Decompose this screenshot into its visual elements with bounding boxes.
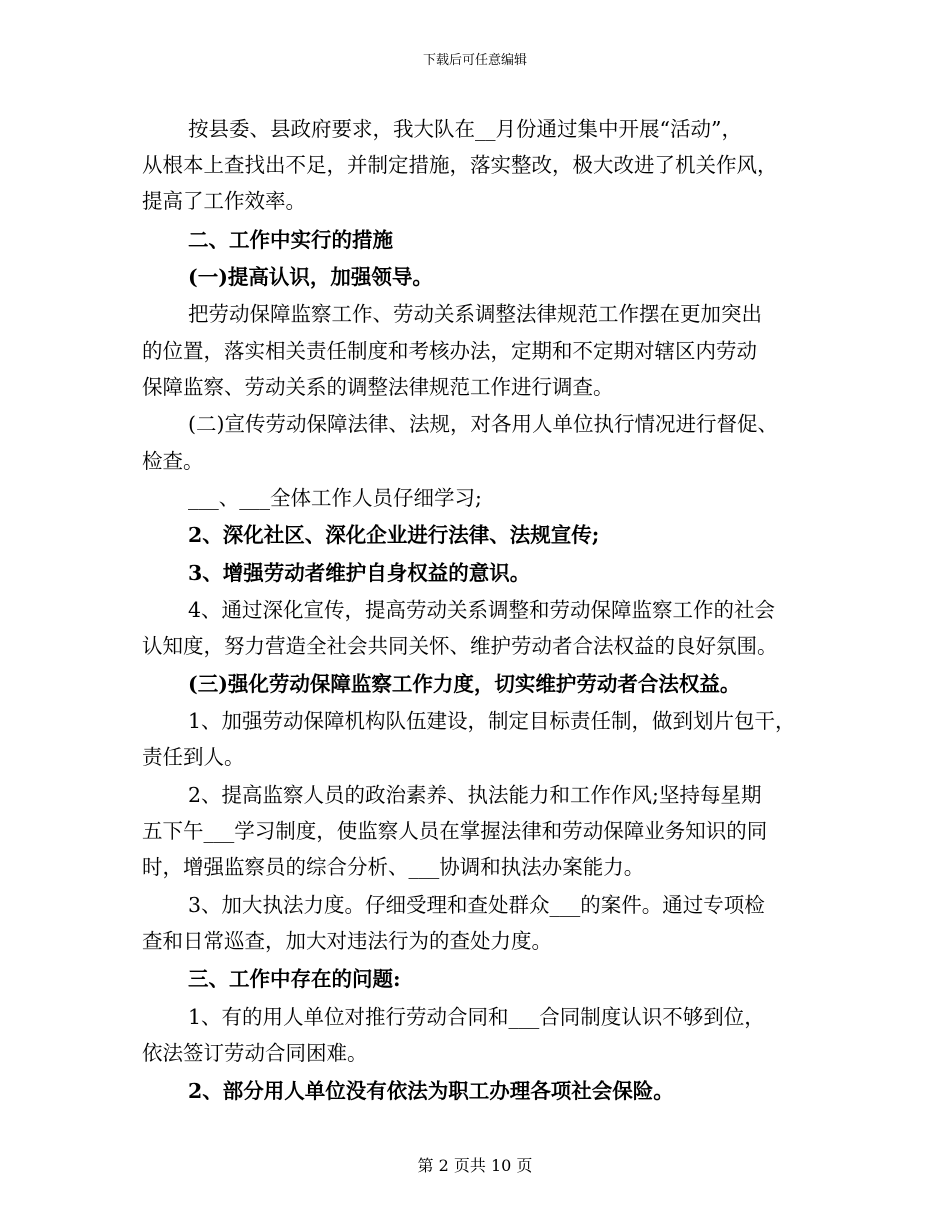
list-item-bold: 2、深化社区、深化企业进行法律、法规宣传; [188, 523, 600, 547]
page-number-footer: 第 2 页共 10 页 [417, 1156, 533, 1175]
paragraph-line: 依法签订劳动合同困难。 [142, 1041, 368, 1065]
paragraph-line: 责任到人。 [142, 745, 245, 769]
paragraph-line: 保障监察、劳动关系的调整法律规范工作进行调查。 [142, 375, 614, 399]
paragraph-line: 的位置，落实相关责任制度和考核办法，定期和不定期对辖区内劳动 [142, 339, 757, 363]
paragraph-line: 2、提高监察人员的政治素养、执法能力和工作作风;坚持每星期 [188, 783, 762, 807]
paragraph-line: 查和日常巡查，加大对违法行为的查处力度。 [142, 929, 552, 953]
paragraph-line: 按县委、县政府要求，我大队在__月份通过集中开展“活动”， [188, 117, 742, 141]
paragraph-line: 时，增强监察员的综合分析、___协调和执法办案能力。 [142, 855, 645, 879]
section-heading: 三、工作中存在的问题: [188, 967, 401, 991]
paragraph-line: 认知度，努力营造全社会共同关怀、维护劳动者合法权益的良好氛围。 [142, 634, 778, 658]
section-heading: 二、工作中实行的措施 [188, 228, 393, 252]
paragraph-line: 3、加大执法力度。仔细受理和查处群众___的案件。通过专项检 [188, 893, 765, 917]
list-item-bold: 2、部分用人单位没有依法为职工办理各项社会保险。 [188, 1079, 674, 1103]
paragraph-line: 提高了工作效率。 [142, 189, 306, 213]
paragraph-line: (二)宣传劳动保障法律、法规，对各用人单位执行情况进行督促、 [188, 412, 778, 436]
paragraph-line: 五下午___学习制度，使监察人员在掌握法律和劳动保障业务知识的同 [142, 819, 768, 843]
paragraph-line: ___、___全体工作人员仔细学习; [188, 486, 482, 510]
paragraph-line: 1、加强劳动保障机构队伍建设，制定目标责任制，做到划片包干， [188, 709, 796, 733]
paragraph-line: 从根本上查找出不足，并制定措施，落实整改，极大改进了机关作风， [142, 153, 778, 177]
subsection-heading: (一)提高认识，加强领导。 [188, 265, 433, 289]
list-item-bold: 3、增强劳动者维护自身权益的意识。 [188, 561, 531, 585]
paragraph-line: 1、有的用人单位对推行劳动合同和___合同制度认识不够到位， [188, 1005, 765, 1029]
page-header: 下载后可任意编辑 [422, 53, 527, 68]
paragraph-line: 把劳动保障监察工作、劳动关系调整法律规范工作摆在更加突出 [188, 302, 762, 326]
paragraph-line: 4、通过深化宣传，提高劳动关系调整和劳动保障监察工作的社会 [188, 598, 776, 622]
paragraph-line: 检查。 [142, 449, 204, 473]
subsection-heading: (三)强化劳动保障监察工作力度，切实维护劳动者合法权益。 [188, 672, 741, 696]
